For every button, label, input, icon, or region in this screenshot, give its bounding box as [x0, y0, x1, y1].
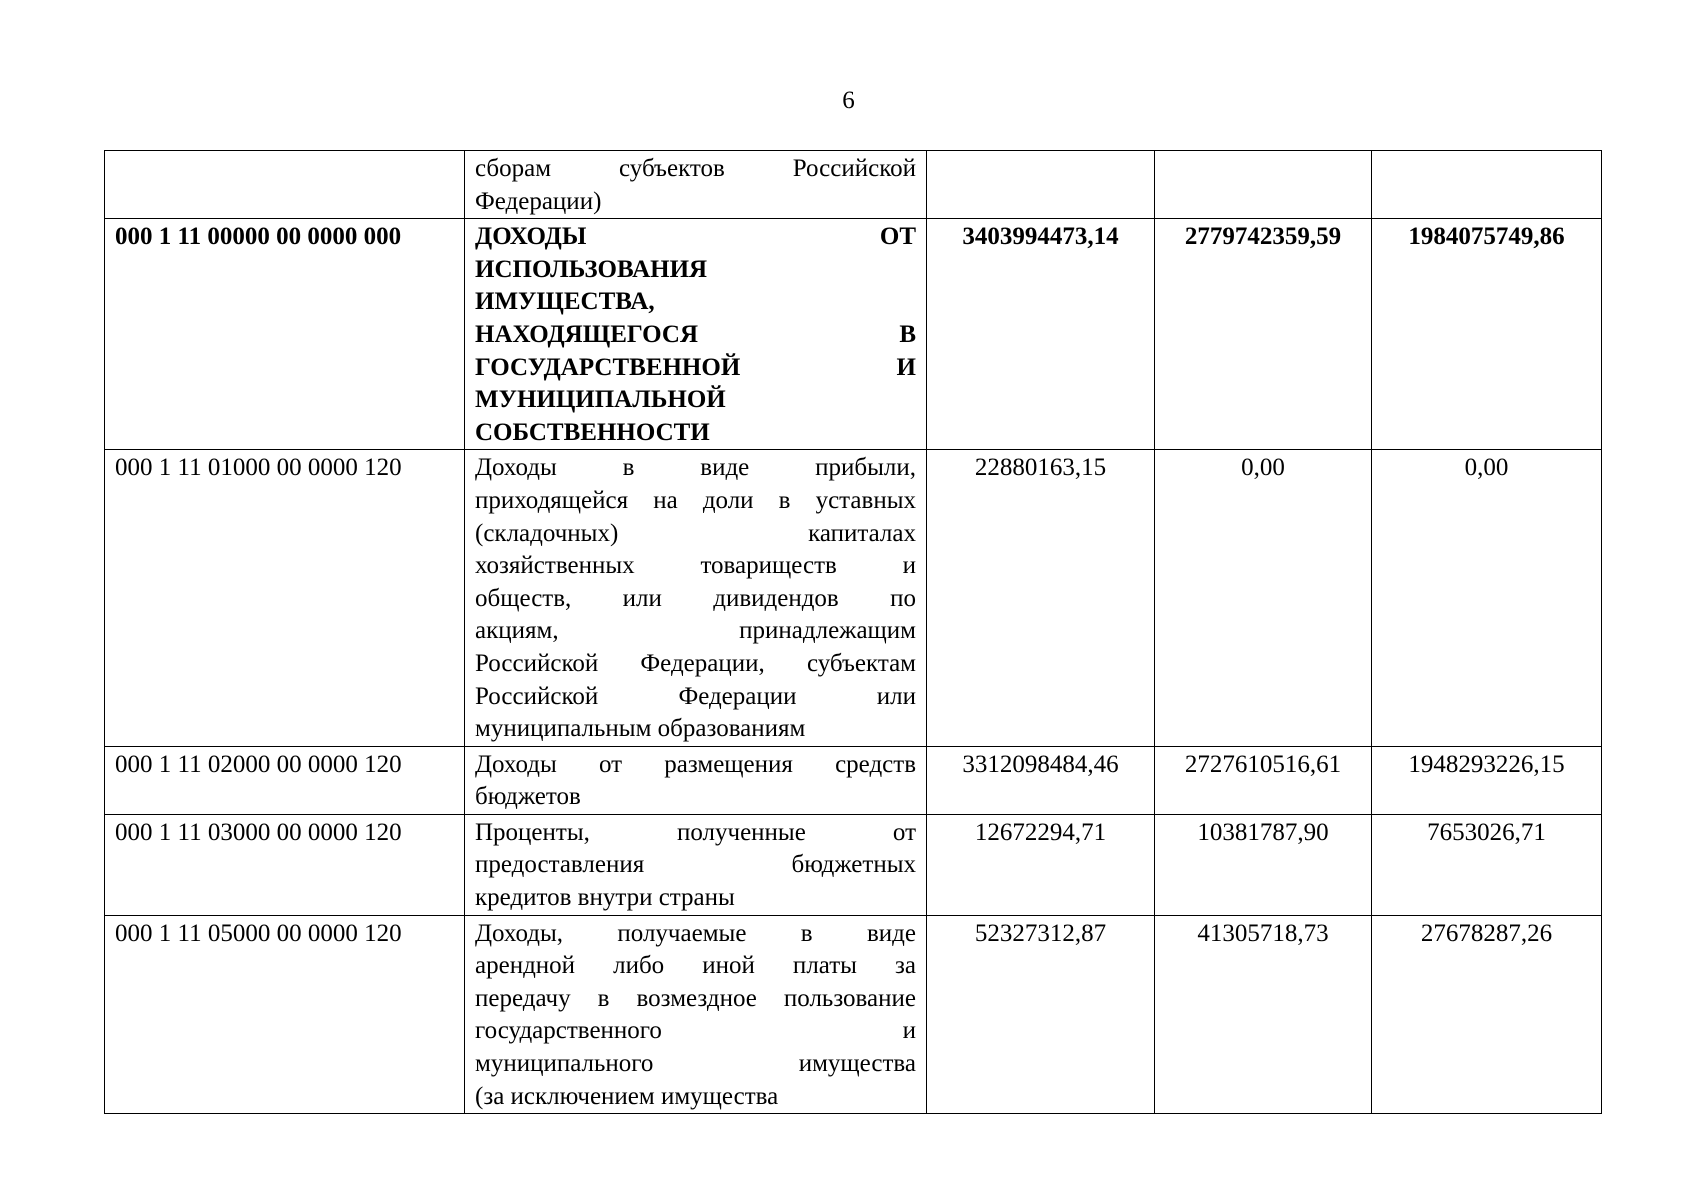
revenue-name-line: ГОСУДАРСТВЕННОЙ И: [475, 353, 916, 381]
revenue-name-cell: [465, 814, 927, 915]
revenue-name-line: Российской Федерации, субъектам: [475, 649, 916, 677]
revenue-name-line: государственного и: [475, 1017, 916, 1045]
revenue-name-cell: [465, 219, 927, 450]
table-row: [105, 450, 1602, 746]
revenue-name-line: Проценты, полученные от: [475, 818, 916, 846]
revenue-name-cell: [465, 450, 927, 746]
amount-cell-year-2: [1155, 151, 1372, 219]
table-row: [105, 219, 1602, 450]
amount-cell-year-1: 52327312,87: [927, 915, 1155, 1114]
amount-cell-year-3: 1984075749,86: [1372, 219, 1602, 450]
revenue-name-line: акциям, принадлежащим: [475, 617, 916, 645]
amount-cell-year-3: 27678287,26: [1372, 915, 1602, 1114]
revenue-name-line: ИМУЩЕСТВА,: [475, 288, 655, 316]
revenue-code-cell: 000 1 11 01000 00 0000 120: [105, 450, 465, 746]
amount-cell-year-2: 0,00: [1155, 450, 1372, 746]
table-body: [105, 151, 1602, 1114]
revenue-name-cell: [465, 151, 927, 219]
page-number: 6: [842, 87, 855, 114]
revenue-name-line: сборам субъектов Российской: [475, 155, 916, 182]
revenue-name-line: ИСПОЛЬЗОВАНИЯ: [475, 255, 708, 283]
revenue-name-line: обществ, или дивидендов по: [475, 584, 916, 612]
amount-cell-year-3: 0,00: [1372, 450, 1602, 746]
amount-cell-year-1: 22880163,15: [927, 450, 1155, 746]
amount-cell-year-2: 2727610516,61: [1155, 746, 1372, 814]
table-row: [105, 151, 1602, 219]
amount-cell-year-1: [927, 151, 1155, 219]
budget-revenue-table: [104, 150, 1602, 1114]
revenue-name-line: кредитов внутри страны: [475, 884, 735, 912]
revenue-name-cell: [465, 915, 927, 1114]
amount-cell-year-2: 2779742359,59: [1155, 219, 1372, 450]
revenue-code-cell: 000 1 11 02000 00 0000 120: [105, 746, 465, 814]
revenue-name-line: Доходы от размещения средств: [475, 750, 916, 778]
revenue-name-line: (за исключением имущества: [475, 1082, 779, 1110]
revenue-name-line: передачу в возмездное пользование: [475, 984, 916, 1012]
revenue-name-line: предоставления бюджетных: [475, 851, 916, 879]
revenue-name-line: бюджетов: [475, 783, 581, 811]
revenue-code-cell: 000 1 11 05000 00 0000 120: [105, 915, 465, 1114]
amount-cell-year-2: 41305718,73: [1155, 915, 1372, 1114]
revenue-name-line: Федерации): [475, 187, 602, 215]
revenue-code-cell: 000 1 11 00000 00 0000 000: [105, 219, 465, 450]
revenue-name-line: Доходы в виде прибыли,: [475, 454, 916, 482]
revenue-name-line: приходящейся на доли в уставных: [475, 486, 916, 514]
revenue-name-line: хозяйственных товариществ и: [475, 552, 916, 580]
amount-cell-year-2: 10381787,90: [1155, 814, 1372, 915]
revenue-name-line: НАХОДЯЩЕГОСЯ В: [475, 320, 916, 348]
table-row: [105, 814, 1602, 915]
table-row: [105, 746, 1602, 814]
revenue-name-line: муниципальным образованиям: [475, 715, 806, 743]
revenue-name-line: МУНИЦИПАЛЬНОЙ: [475, 386, 726, 414]
revenue-code-cell: 000 1 11 03000 00 0000 120: [105, 814, 465, 915]
amount-cell-year-1: 12672294,71: [927, 814, 1155, 915]
table-row: [105, 915, 1602, 1114]
revenue-name-line: арендной либо иной платы за: [475, 952, 916, 980]
amount-cell-year-3: 1948293226,15: [1372, 746, 1602, 814]
amount-cell-year-1: 3403994473,14: [927, 219, 1155, 450]
revenue-name-cell: [465, 746, 927, 814]
revenue-code-cell: [105, 151, 465, 219]
revenue-name-line: муниципального имущества: [475, 1050, 916, 1078]
amount-cell-year-3: 7653026,71: [1372, 814, 1602, 915]
amount-cell-year-3: [1372, 151, 1602, 219]
revenue-name-line: ДОХОДЫ ОТ: [475, 223, 916, 251]
revenue-name-line: СОБСТВЕННОСТИ: [475, 418, 710, 446]
amount-cell-year-1: 3312098484,46: [927, 746, 1155, 814]
revenue-name-line: Доходы, получаемые в виде: [475, 919, 916, 947]
revenue-name-line: (складочных) капиталах: [475, 519, 916, 547]
revenue-name-line: Российской Федерации или: [475, 682, 916, 710]
